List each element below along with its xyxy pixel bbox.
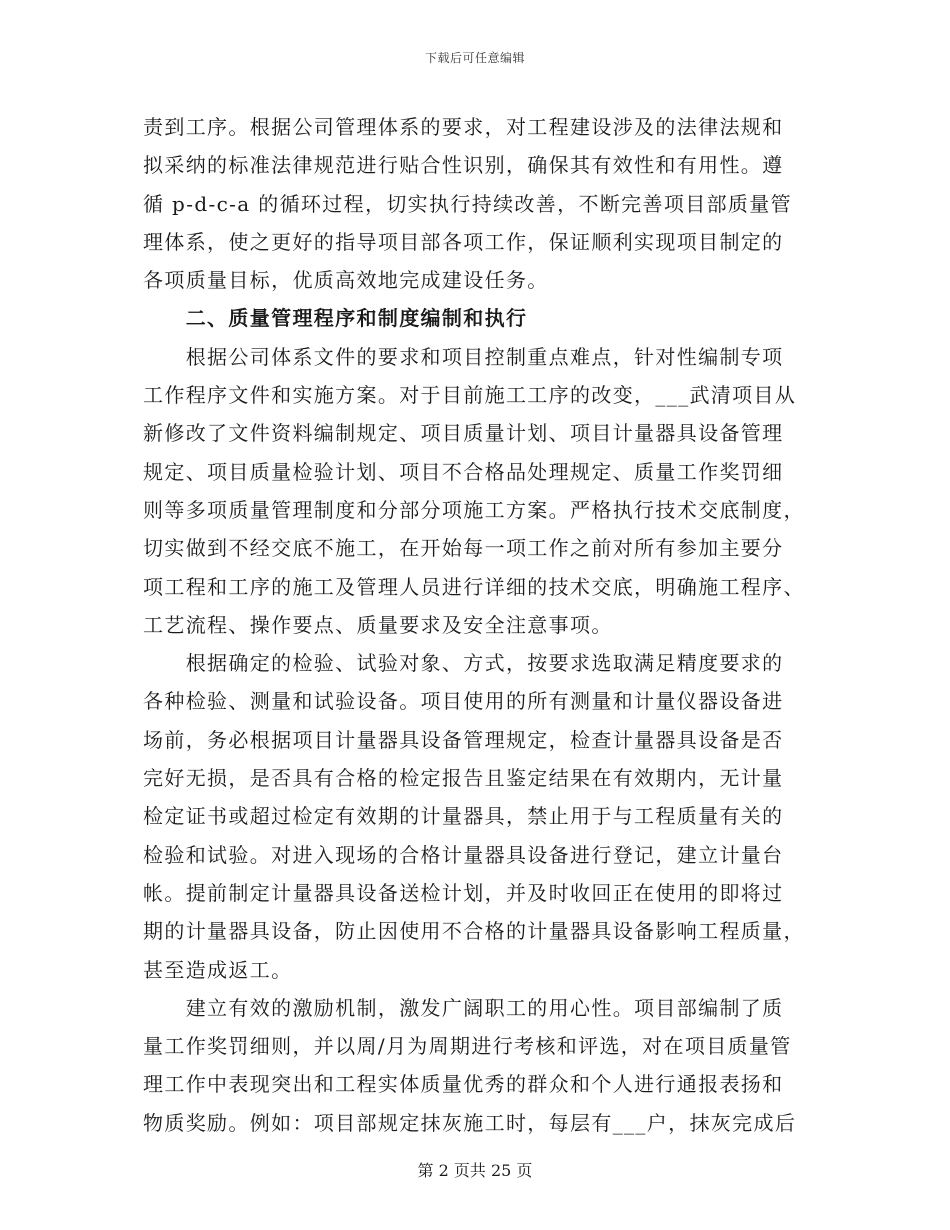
body-line: 场前，务必根据项目计量器具设备管理规定，检查计量器具设备是否 bbox=[143, 727, 784, 752]
body-line: 规定、项目质量检验计划、项目不合格品处理规定、质量工作奖罚细 bbox=[143, 459, 784, 484]
body-line: 则等多项质量管理制度和分部分项施工方案。严格执行技术交底制度， bbox=[143, 497, 805, 522]
body-line: 工作程序文件和实施方案。对于目前施工工序的改变，___武清项目从 bbox=[143, 383, 797, 408]
page-footer: 第 2 页共 25 页 bbox=[417, 1161, 533, 1180]
body-line: 量工作奖罚细则，并以周/月为周期进行考核和评选，对在项目质量管 bbox=[143, 1034, 792, 1059]
body-line: 理体系，使之更好的指导项目部各项工作，保证顺利实现项目制定的 bbox=[143, 229, 784, 254]
document-body bbox=[143, 108, 803, 1142]
body-line: 检定证书或超过检定有效期的计量器具，禁止用于与工程质量有关的 bbox=[143, 804, 784, 829]
body-line: 各种检验、测量和试验设备。项目使用的所有测量和计量仪器设备进 bbox=[143, 689, 784, 714]
body-line: 理工作中表现突出和工程实体质量优秀的群众和个人进行通报表扬和 bbox=[143, 1072, 784, 1097]
body-line: 切实做到不经交底不施工，在开始每一项工作之前对所有参加主要分 bbox=[143, 536, 784, 561]
body-line: 期的计量器具设备，防止因使用不合格的计量器具设备影响工程质量， bbox=[143, 919, 805, 944]
body-line: 物质奖励。例如：项目部规定抹灰施工时，每层有___户，抹灰完成后 bbox=[143, 1110, 797, 1135]
body-line: 工艺流程、操作要点、质量要求及安全注意事项。 bbox=[143, 612, 613, 637]
body-line: 检验和试验。对进入现场的合格计量器具设备进行登记，建立计量台 bbox=[143, 842, 784, 867]
body-line: 甚至造成返工。 bbox=[143, 957, 293, 982]
body-line: 根据确定的检验、试验对象、方式，按要求选取满足精度要求的 bbox=[143, 651, 784, 676]
body-line: 项工程和工序的施工及管理人员进行详细的技术交底，明确施工程序、 bbox=[143, 574, 805, 599]
section-heading: 二、质量管理程序和制度编制和执行 bbox=[143, 306, 528, 331]
body-line: 根据公司体系文件的要求和项目控制重点难点，针对性编制专项 bbox=[143, 344, 784, 369]
body-line: 拟采纳的标准法律规范进行贴合性识别，确保其有效性和有用性。遵 bbox=[143, 153, 784, 178]
page-header: 下载后可任意编辑 bbox=[424, 51, 525, 65]
body-line: 建立有效的激励机制，激发广阔职工的用心性。项目部编制了质 bbox=[143, 995, 784, 1020]
body-line: 循 p-d-c-a 的循环过程，切实执行持续改善，不断完善项目部质量管 bbox=[143, 191, 792, 216]
body-line: 责到工序。根据公司管理体系的要求，对工程建设涉及的法律法规和 bbox=[143, 115, 784, 139]
body-line: 完好无损，是否具有合格的检定报告且鉴定结果在有效期内，无计量 bbox=[143, 766, 784, 791]
body-line: 新修改了文件资料编制规定、项目质量计划、项目计量器具设备管理 bbox=[143, 421, 784, 446]
body-line: 各项质量目标，优质高效地完成建设任务。 bbox=[143, 268, 549, 293]
body-line: 帐。提前制定计量器具设备送检计划，并及时收回正在使用的即将过 bbox=[143, 880, 784, 905]
